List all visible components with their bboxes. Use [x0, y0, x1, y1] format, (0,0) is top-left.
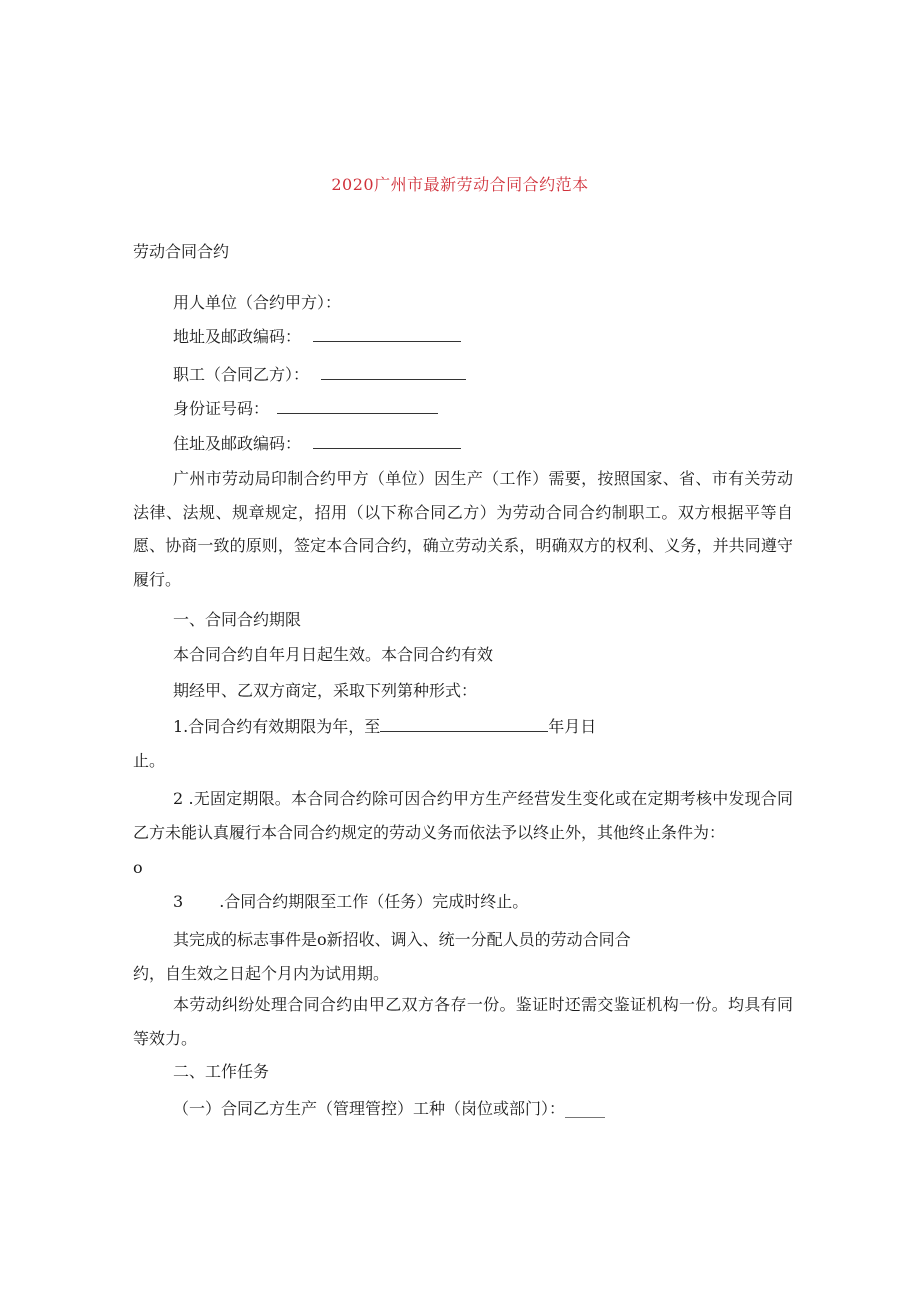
item1-date-blank[interactable] — [380, 717, 548, 732]
item1-date-suffix: 年月日 — [548, 717, 597, 736]
item3-line2: 其完成的标志事件是o新招收、调入、统一分配人员的劳动合同合 — [173, 930, 631, 949]
contract-heading: 劳动合同合约 — [133, 242, 230, 261]
id-number-label: 身份证号码： — [173, 399, 270, 418]
section1-line2: 期经甲、乙双方商定，采取下列第种形式： — [173, 681, 478, 700]
employer-label: 用人单位（合约甲方）： — [173, 293, 342, 312]
employee-address-row — [173, 433, 461, 455]
employee-label: 职工（合同乙方）： — [173, 365, 310, 384]
section2-heading: 二、工作任务 — [173, 1062, 270, 1081]
employer-address-blank[interactable] — [313, 327, 461, 342]
item2-number: 2 — [173, 789, 184, 808]
employee-address-blank[interactable] — [313, 434, 461, 449]
section1-item3 — [173, 891, 528, 913]
id-number-row — [173, 398, 438, 420]
item2-tail: o — [133, 858, 143, 877]
section1-heading: 一、合同合约期限 — [173, 610, 302, 629]
copies-paragraph: 本劳动纠纷处理合同合约由甲乙双方各存一份。鉴证时还需交鉴证机构一份。均具有同等效力。 — [133, 995, 793, 1048]
section2-item1-blank[interactable]: _____ — [565, 1099, 606, 1118]
item3-text: .合同合约期限至工作（任务）完成时终止。 — [219, 892, 529, 911]
section1-line1: 本合同合约自年月日起生效。本合同合约有效 — [173, 645, 494, 664]
employer-address-label: 地址及邮政编码： — [173, 327, 302, 346]
document-title: 2020广州市最新劳动合同合约范本 — [331, 175, 589, 194]
item3-number: 3 — [173, 892, 184, 911]
employer-address-row — [173, 326, 461, 348]
item3-line3: 约，自生效之日起个月内为试用期。 — [133, 964, 390, 983]
section1-item1 — [173, 716, 596, 738]
employee-address-label: 住址及邮政编码： — [173, 434, 302, 453]
item1-text: 1.合同合约有效期限为年，至 — [173, 717, 381, 736]
section2-item1 — [173, 1098, 605, 1120]
id-number-blank[interactable] — [277, 399, 438, 414]
intro-paragraph: 广州市劳动局印制合约甲方（单位）因生产（工作）需要，按照国家、省、市有关劳动法律、法规、规章规定，招用（以下称合同乙方）为劳动合同合约制职工。双方根据平等自愿、协商一致的原则，签定本合同合约，确立劳动关系，明确双方的权利、义务，并共同遵守履行。 — [133, 469, 793, 589]
item2-text: .无固定期限。本合同合约除可因合约甲方生产经营发生变化或在定期考核中发现合同乙方未能认真履行本合同合约规定的劳动义务而依法予以终止外，其他终止条件为： — [133, 789, 793, 842]
item1-end: 止。 — [133, 751, 166, 770]
employee-blank[interactable] — [321, 365, 466, 380]
section1-item2 — [133, 782, 793, 849]
section2-item1-text: （一）合同乙方生产（管理管控）工种（岗位或部门）： — [173, 1099, 566, 1118]
employee-row — [173, 364, 466, 386]
